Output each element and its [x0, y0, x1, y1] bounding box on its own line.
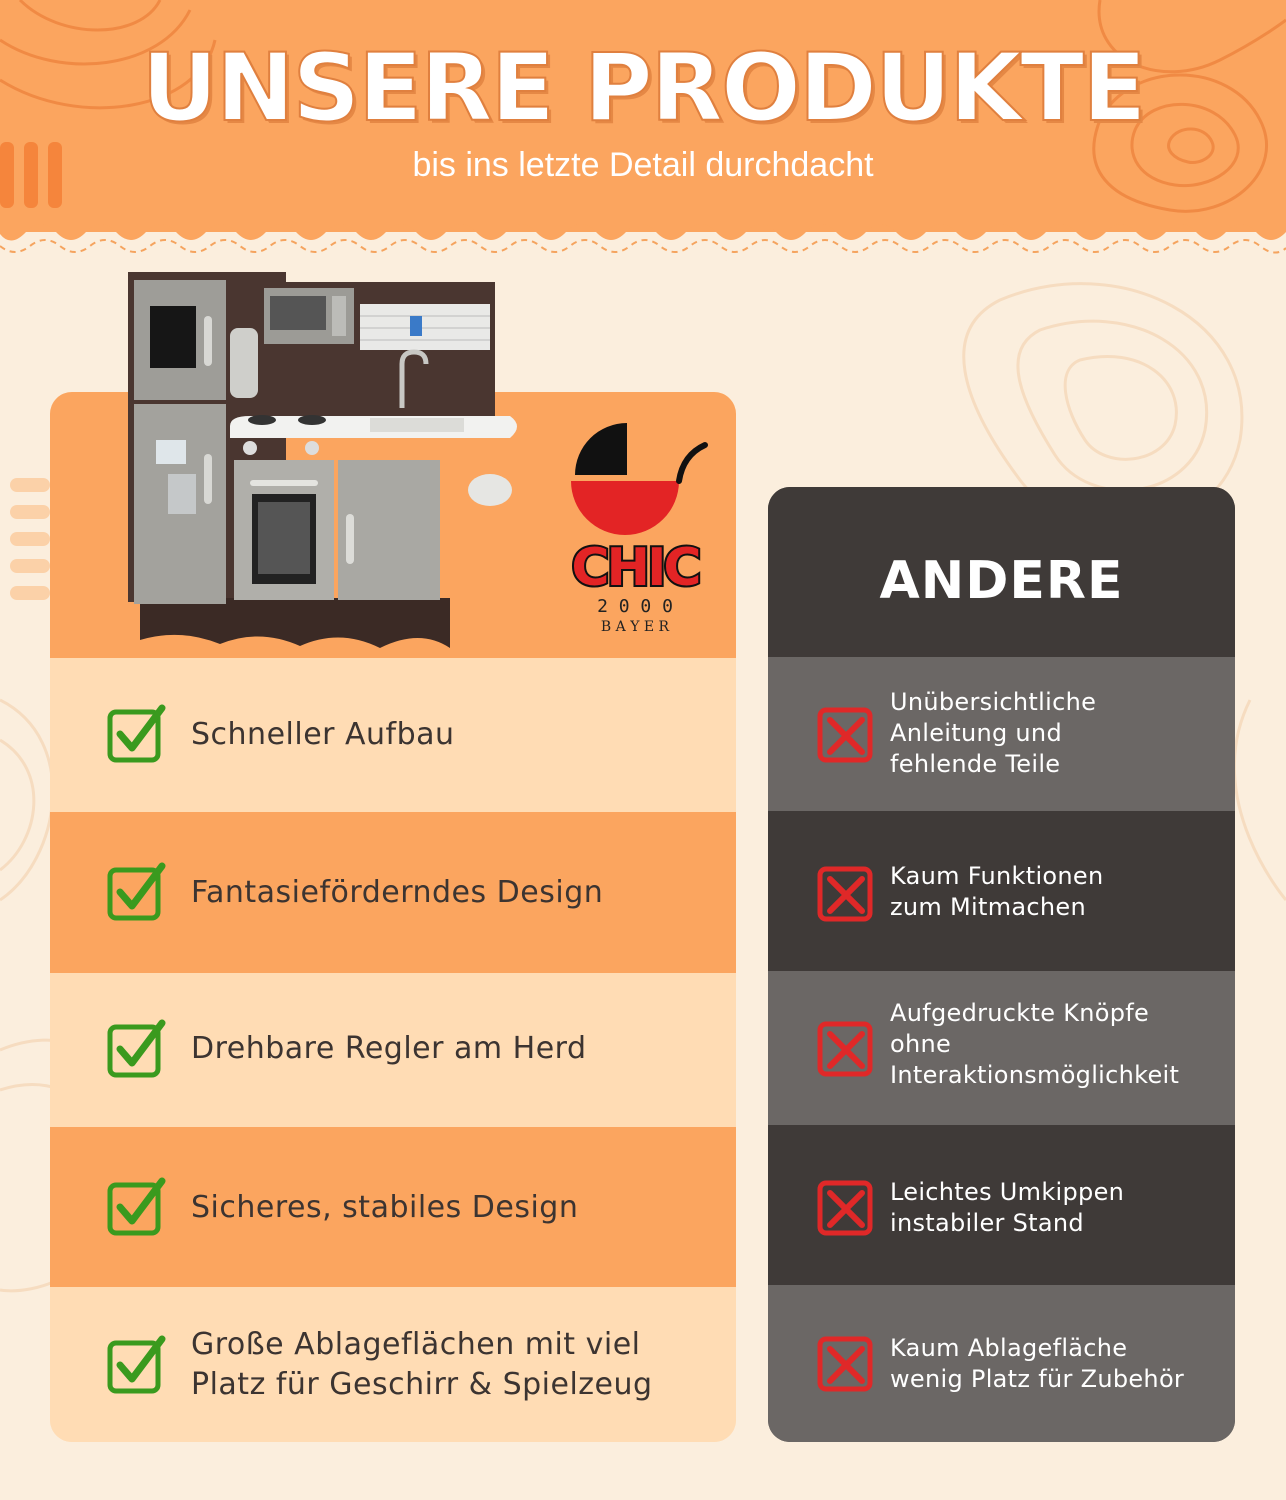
- feature-row: [50, 812, 736, 973]
- brand-logo: [555, 415, 715, 640]
- cross-icon: [816, 704, 876, 764]
- cross-icon: [816, 863, 876, 923]
- competitor-header: [768, 487, 1235, 657]
- check-icon: [106, 704, 168, 766]
- cross-icon: [816, 1018, 876, 1078]
- check-icon: [106, 1177, 168, 1239]
- drawback-row: [768, 811, 1235, 971]
- drawback-row: [768, 1285, 1235, 1442]
- drawback-label: Kaum Ablagefläche wenig Platz für Zubehör: [890, 1334, 1185, 1393]
- drawback-label: Unübersichtliche Anleitung und fehlende Teile: [890, 688, 1097, 778]
- header-banner: [0, 0, 1286, 232]
- page-subtitle: bis ins letzte Detail durchdacht: [412, 146, 874, 184]
- brand-sub: B A Y E R: [600, 619, 670, 635]
- competitor-title: ANDERE: [879, 551, 1124, 611]
- feature-row: [50, 1287, 736, 1442]
- feature-label: Drehbare Regler am Herd: [191, 1031, 587, 1066]
- feature-label: Große Ablageflächen mit viel Platz für Geschirr & Spielzeug: [191, 1327, 653, 1402]
- drawback-label: Kaum Funktionen zum Mitmachen: [890, 862, 1104, 921]
- drawback-label: Aufgedruckte Knöpfe ohne Interaktionsmöglichkeit: [890, 999, 1180, 1089]
- feature-row: [50, 1127, 736, 1287]
- brand-name: CHIC: [571, 538, 699, 598]
- drawback-row: [768, 657, 1235, 811]
- feature-label: Fantasieförderndes Design: [191, 875, 604, 910]
- drawback-row: [768, 971, 1235, 1125]
- check-icon: [106, 1335, 168, 1397]
- check-icon: [106, 862, 168, 924]
- brand-number: 2 0 0 0: [597, 596, 673, 617]
- header-wave-edge: [0, 222, 1286, 262]
- play-kitchen-image: [120, 268, 530, 658]
- page-title: UNSERE PRODUKTE: [141, 34, 1145, 143]
- drawback-row: [768, 1125, 1235, 1285]
- competitor-column: [768, 487, 1235, 1442]
- feature-row: [50, 973, 736, 1127]
- check-icon: [106, 1019, 168, 1081]
- cross-icon: [816, 1177, 876, 1237]
- feature-row: [50, 658, 736, 812]
- feature-label: Sicheres, stabiles Design: [191, 1190, 579, 1225]
- feature-label: Schneller Aufbau: [191, 717, 455, 752]
- drawback-label: Leichtes Umkippen instabiler Stand: [890, 1178, 1125, 1237]
- cross-icon: [816, 1333, 876, 1393]
